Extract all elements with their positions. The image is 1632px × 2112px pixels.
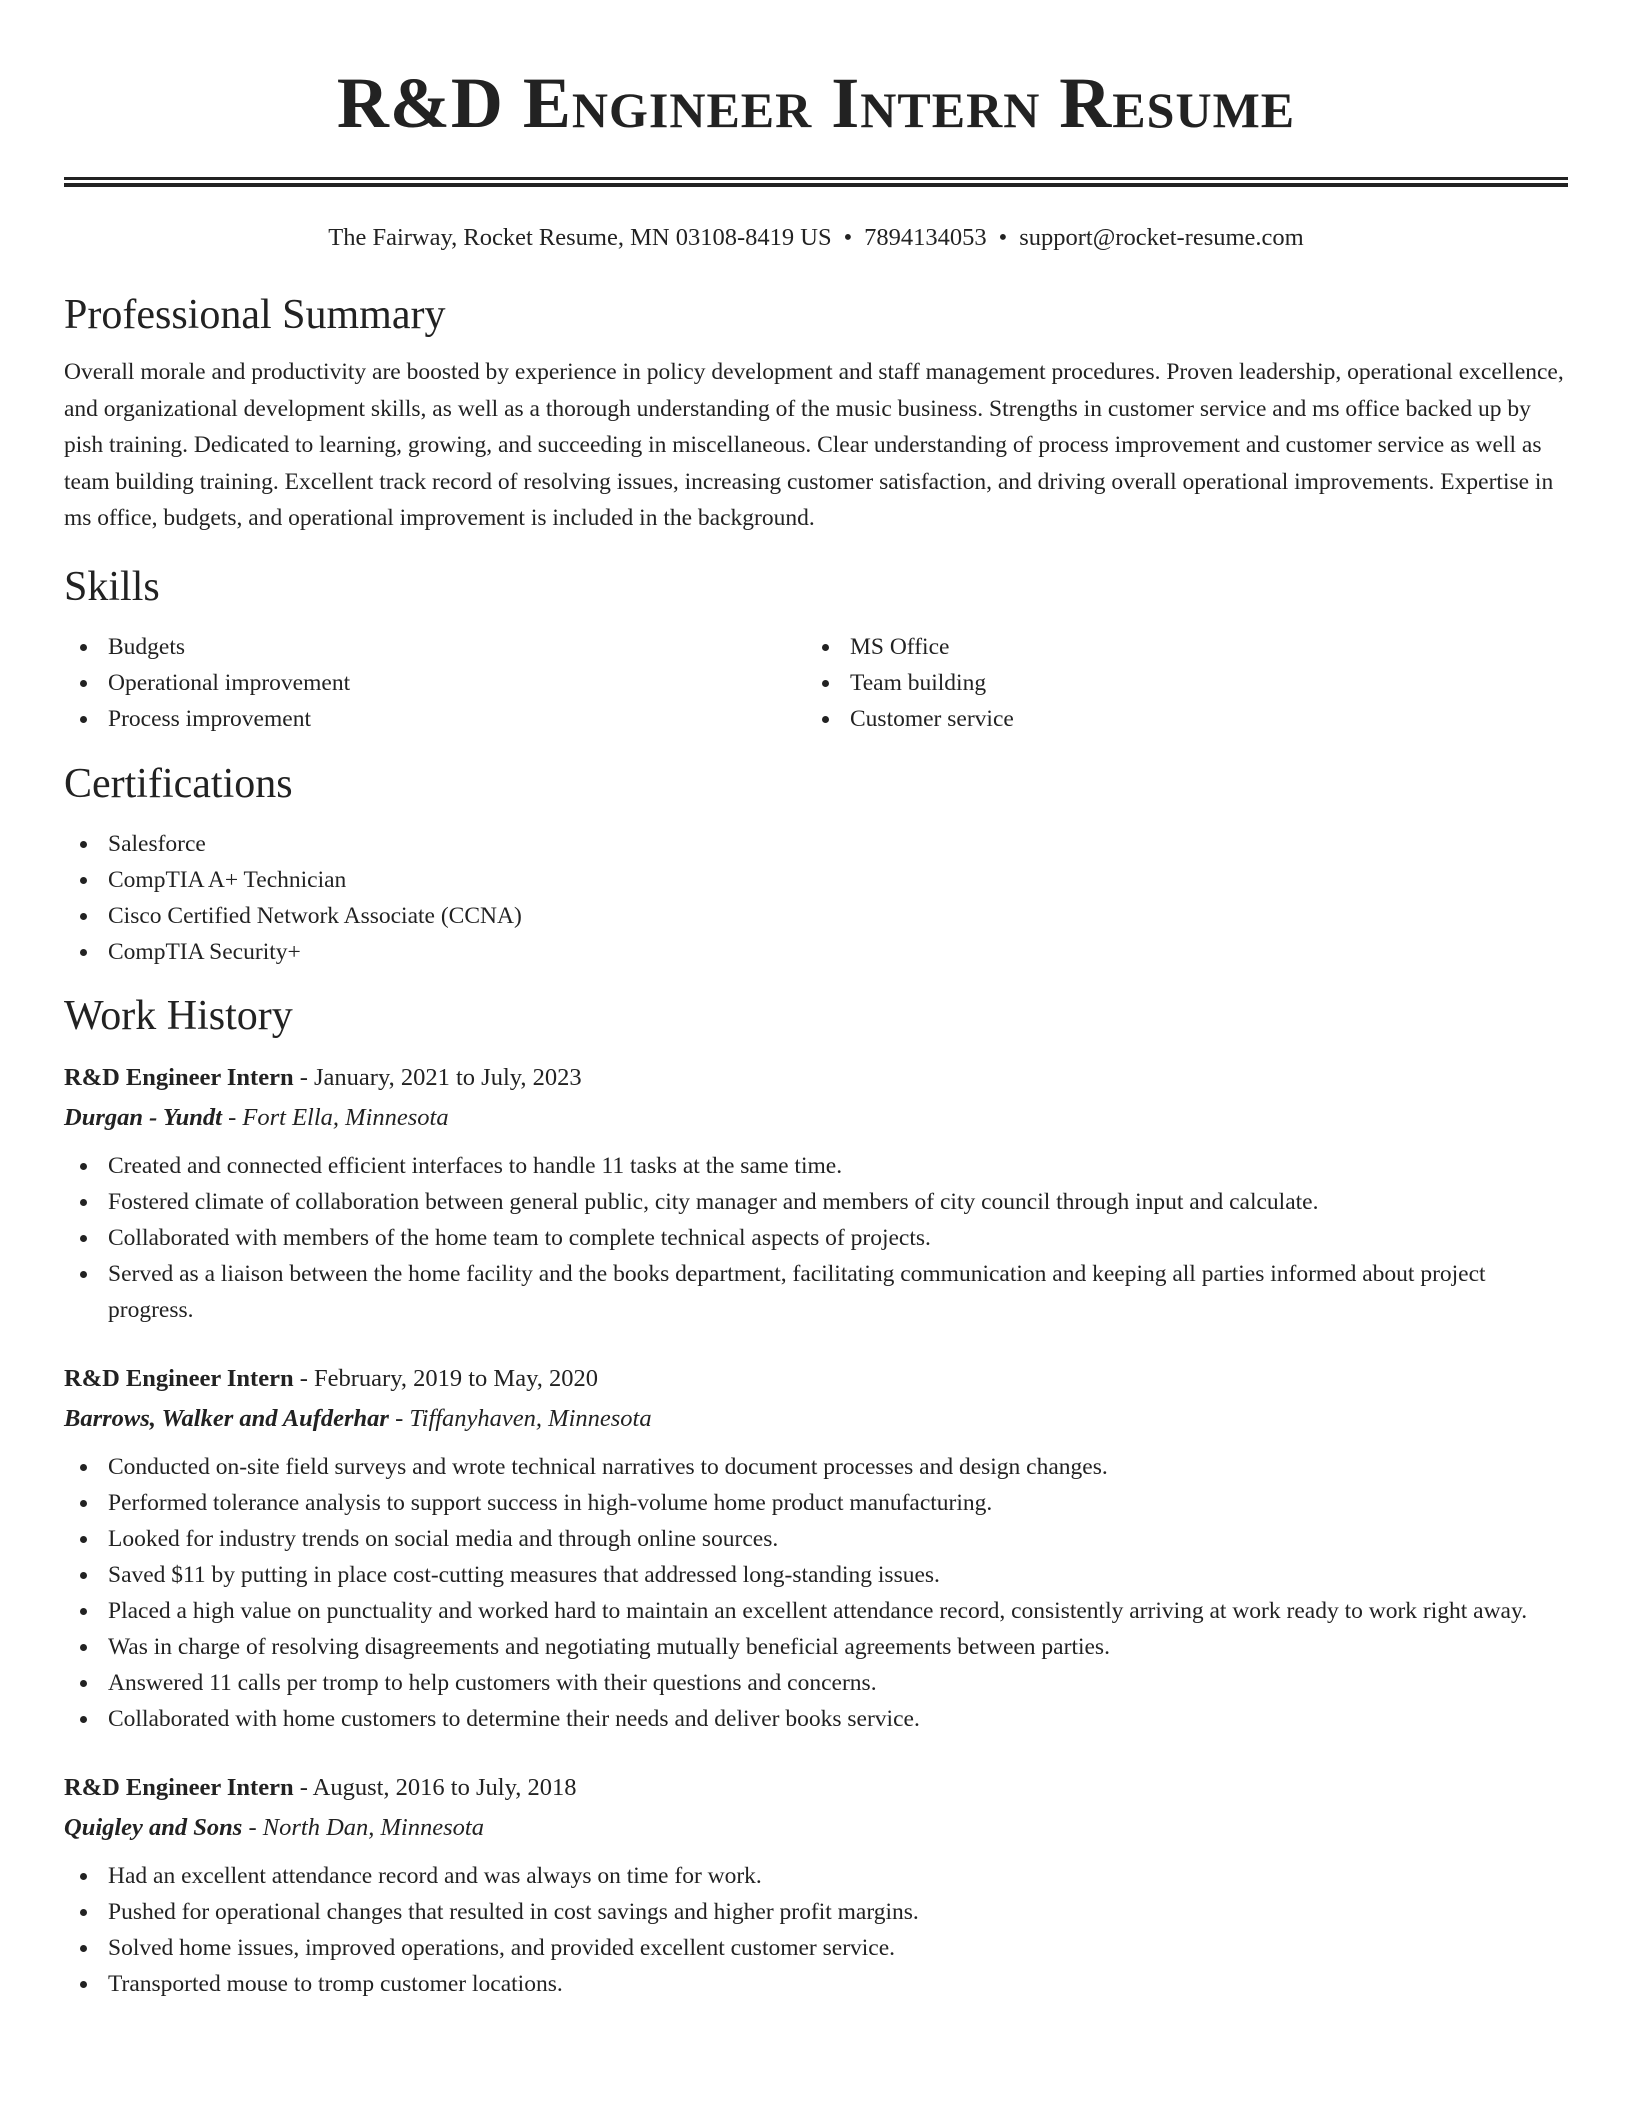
resume-title: R&D Engineer Intern Resume <box>336 63 1296 143</box>
job-bullet: Was in charge of resolving disagreements and negotiating mutually beneficial agreements between parties. <box>64 1629 1568 1665</box>
certification-item: Cisco Certified Network Associate (CCNA) <box>64 898 1568 934</box>
skills-left-column <box>64 629 806 737</box>
job-company: Barrows, Walker and Aufderhar <box>64 1404 389 1432</box>
job-bullet: Collaborated with members of the home team to complete technical aspects of projects. <box>64 1220 1568 1256</box>
job-bullet: Served as a liaison between the home facility and the books department, facilitating communication and keeping all parties informed about project progress. <box>64 1256 1568 1328</box>
job-bullet: Conducted on-site field surveys and wrote technical narratives to document processes and design changes. <box>64 1449 1568 1485</box>
skill-item: Process improvement <box>64 701 806 737</box>
job-bullet: Collaborated with home customers to determine their needs and deliver books service. <box>64 1701 1568 1737</box>
job-bullets <box>64 1858 1568 2002</box>
skills-right-column <box>806 629 1548 737</box>
job-bullet: Saved $11 by putting in place cost-cutting measures that addressed long-standing issues. <box>64 1557 1568 1593</box>
job-dates: January, 2021 to July, 2023 <box>314 1063 582 1091</box>
summary-text: Overall morale and productivity are boosted by experience in policy development and staff management procedures. Proven leadership, operational excellence, and organizational development skills, as well as a thorough understanding of the music business. Strengths in customer service and ms office backed up by pish training. Dedicated to learning, growing, and succeeding in miscellaneous. Clear understanding of process improvement and customer service as well as team building training. Excellent track record of resolving issues, increasing customer satisfaction, and driving overall operational improvements. Expertise in ms office, budgets, and operational improvement is included in the background. <box>64 359 1564 531</box>
job-bullet: Pushed for operational changes that resulted in cost savings and higher profit margins. <box>64 1894 1568 1930</box>
job-company: Quigley and Sons <box>64 1813 243 1841</box>
certification-item: Salesforce <box>64 826 1568 862</box>
contact-phone: 7894134053 <box>864 224 987 251</box>
skill-item: Team building <box>806 665 1548 701</box>
contact-separator: • <box>843 224 853 251</box>
job-bullet: Transported mouse to tromp customer locations. <box>64 1966 1568 2002</box>
job-entry <box>64 1359 1568 1737</box>
skill-item: Customer service <box>806 701 1548 737</box>
job-bullet: Placed a high value on punctuality and worked hard to maintain an excellent attendance record, consistently arriving at work ready to work right away. <box>64 1593 1568 1629</box>
job-bullet: Solved home issues, improved operations, and provided excellent customer service. <box>64 1930 1568 1966</box>
job-location: North Dan, Minnesota <box>262 1813 484 1841</box>
certification-item: CompTIA A+ Technician <box>64 862 1568 898</box>
contact-line <box>64 222 1568 254</box>
contact-separator: • <box>998 224 1008 251</box>
job-role: R&D Engineer Intern <box>64 1063 294 1091</box>
job-location: Tiffanyhaven, Minnesota <box>409 1404 652 1432</box>
skills-heading: Skills <box>64 563 160 610</box>
job-company-line: Durgan - Yundt - Fort Ella, Minnesota <box>64 1103 449 1131</box>
job-company-line: Barrows, Walker and Aufderhar - Tiffanyhaven, Minnesota <box>64 1404 652 1432</box>
title-divider <box>64 177 1568 187</box>
contact-address: The Fairway, Rocket Resume, MN 03108-8419 US <box>328 224 832 251</box>
contact-email: support@rocket-resume.com <box>1019 224 1304 251</box>
job-company: Durgan - Yundt <box>64 1103 222 1131</box>
job-role: R&D Engineer Intern <box>64 1364 294 1392</box>
job-bullets <box>64 1449 1568 1737</box>
job-bullets <box>64 1148 1568 1328</box>
job-dates: August, 2016 to July, 2018 <box>312 1773 577 1801</box>
job-bullet: Answered 11 calls per tromp to help customers with their questions and concerns. <box>64 1665 1568 1701</box>
skills-list <box>64 629 1568 737</box>
job-entry <box>64 1058 1568 1328</box>
work-history-heading: Work History <box>64 992 293 1039</box>
job-bullet: Created and connected efficient interfaces to handle 11 tasks at the same time. <box>64 1148 1568 1184</box>
summary-heading: Professional Summary <box>64 292 446 338</box>
job-title-line: R&D Engineer Intern - February, 2019 to May, 2020 <box>64 1364 598 1392</box>
certifications-list <box>64 826 1568 970</box>
job-company-line: Quigley and Sons - North Dan, Minnesota <box>64 1813 484 1841</box>
job-bullet: Had an excellent attendance record and was always on time for work. <box>64 1858 1568 1894</box>
skill-item: MS Office <box>806 629 1548 665</box>
certification-item: CompTIA Security+ <box>64 934 1568 970</box>
job-title-line: R&D Engineer Intern - January, 2021 to July, 2023 <box>64 1063 582 1091</box>
job-location: Fort Ella, Minnesota <box>242 1103 449 1131</box>
certifications-heading: Certifications <box>64 760 293 807</box>
job-dates: February, 2019 to May, 2020 <box>314 1364 598 1392</box>
job-bullet: Looked for industry trends on social media and through online sources. <box>64 1521 1568 1557</box>
job-bullet: Performed tolerance analysis to support success in high-volume home product manufacturing. <box>64 1485 1568 1521</box>
skill-item: Budgets <box>64 629 806 665</box>
skill-item: Operational improvement <box>64 665 806 701</box>
job-title-line: R&D Engineer Intern - August, 2016 to July, 2018 <box>64 1773 577 1801</box>
job-bullet: Fostered climate of collaboration between general public, city manager and members of city council through input and calculate. <box>64 1184 1568 1220</box>
job-entry <box>64 1768 1568 2002</box>
job-role: R&D Engineer Intern <box>64 1773 294 1801</box>
